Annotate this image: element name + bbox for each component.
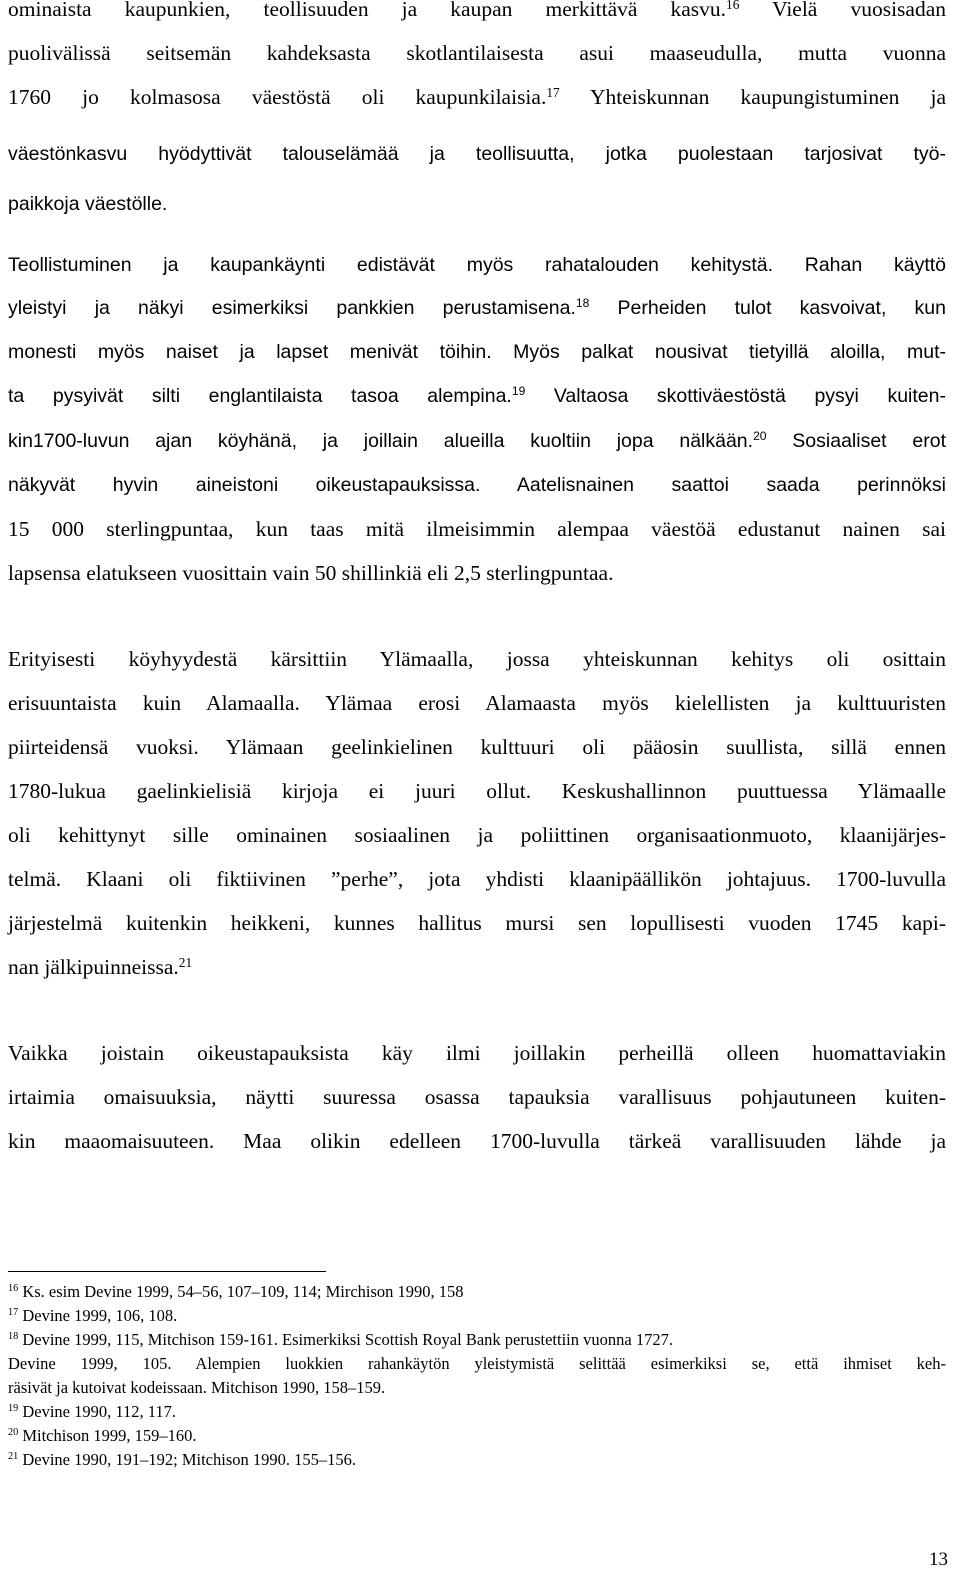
text-line: nan jälkipuinneissa.$^{21}$ [8,954,193,979]
footnote-number: 18 [8,1331,19,1343]
text-line: monesti myös naiset ja lapset menivät töihin. Myös palkat nousivat tietyillä aloilla, mut- [8,341,946,363]
text-line: piirteidensä vuoksi. Ylämaan geelinkielinen kulttuuri oli pääosin suullista, sillä ennen [8,735,946,759]
footnote-ref: 17 [546,84,560,100]
footnote: $^{17}$ Devine 1999, 106, 108. [8,1306,178,1325]
text-line: väestönkasvu hyödyttivät talouselämää ja teollisuutta, jotka puolestaan tarjosivat työ- [8,143,946,165]
footnote-number: 19 [8,1403,19,1415]
text-line: 1760 jo kolmasosa väestöstä oli kaupunkilaisia.$^{17}$ Yhteiskunnan kaupungistuminen ja [8,84,946,109]
text-line: järjestelmä kuitenkin heikkeni, kunnes hallitus mursi sen lopullisesti vuoden 1745 kapi- [8,911,946,935]
footnote: $^{16}$ Ks. esim Devine 1999, 54–56, 107–109, 114; Mirchison 1990, 158 [8,1282,464,1301]
footnote-ref: 19 [511,384,526,399]
footnote-number: 16 [8,1283,19,1295]
footnote-continuation: Devine 1999, 105. Alempien luokkien rahankäytön yleistymistä selittää esimerkiksi se, että ihmiset keh- [8,1354,946,1373]
text-line: ominaista kaupunkien, teollisuuden ja kaupan merkittävä kasvu.$^{16}$ Vielä vuosisadan [8,0,946,23]
footnote: $^{20}$ Mitchison 1999, 159–160. [8,1426,197,1445]
text-line: paikkoja väestölle. [8,193,168,215]
footnote: $^{18}$ Devine 1999, 115, Mitchison 159-161. Esimerkiksi Scottish Royal Bank perustettiin vuonna 1727. [8,1330,673,1349]
text-line: yleistyi ja näkyi esimerkiksi pankkien perustamisena.$^{18}$ Perheiden tulot kasvoivat, kun [8,296,946,319]
text-line: erisuuntaista kuin Alamaalla. Ylämaa erosi Alamaasta myös kielellisten ja kulttuuristen [8,691,946,715]
footnote: $^{21}$ Devine 1990, 191–192; Mitchison 1990. 155–156. [8,1450,356,1469]
text-line: 15 000 sterlingpuntaa, kun taas mitä ilmeisimmin alempaa väestöä edustanut nainen sai [8,517,946,541]
page-number: 13 [929,1549,948,1570]
footnote-number: 21 [8,1451,19,1463]
footnote-ref: 18 [575,296,590,311]
footnote-ref: 21 [178,954,193,970]
text-line: kin1700-luvun ajan köyhänä, ja joillain alueilla kuoltiin jopa nälkään.$^{20}$ Sosiaaliset erot [8,429,946,452]
footnote-continuation: räsivät ja kutoivat kodeissaan. Mitchison 1990, 158–159. [8,1378,386,1397]
text-line: 1780-lukua gaelinkielisiä kirjoja ei juuri ollut. Keskushallinnon puuttuessa Ylämaalle [8,779,946,803]
footnote-ref: 20 [753,429,767,444]
text-line: oli kehittynyt sille ominainen sosiaalinen ja poliittinen organisaationmuoto, klaanijärjes- [8,823,946,847]
footnote: $^{19}$ Devine 1990, 112, 117. [8,1402,177,1421]
footnote-ref: 16 [726,0,740,12]
text-line: Erityisesti köyhyydestä kärsittiin Ylämaalla, jossa yhteiskunnan kehitys oli osittain [8,647,946,671]
footnote-separator [8,1271,326,1272]
text-line: ta pysyivät silti englantilaista tasoa alempina.$^{19}$ Valtaosa skottiväestöstä pysyi kuiten- [8,384,946,407]
text-line: kin maaomaisuuteen. Maa olikin edelleen 1700-luvulla tärkeä varallisuuden lähde ja [8,1129,946,1153]
text-line: irtaimia omaisuuksia, näytti suuressa osassa tapauksia varallisuus pohjautuneen kuiten- [8,1085,946,1109]
text-line: puolivälissä seitsemän kahdeksasta skotlantilaisesta asui maaseudulla, mutta vuonna [8,41,946,65]
text-line: Vaikka joistain oikeustapauksista käy ilmi joillakin perheillä olleen huomattaviakin [8,1041,946,1065]
text-line: lapsensa elatukseen vuosittain vain 50 shillinkiä eli 2,5 sterlingpuntaa. [8,561,614,585]
text-line: Teollistuminen ja kaupankäynti edistävät myös rahatalouden kehitystä. Rahan käyttö [8,254,946,276]
footnote-number: 17 [8,1307,19,1319]
footnote-number: 20 [8,1427,19,1439]
text-line: näkyvät hyvin aineistoni oikeustapauksissa. Aatelisnainen saattoi saada perinnöksi [8,474,946,496]
text-line: telmä. Klaani oli fiktiivinen ”perhe”, jota yhdisti klaanipäällikön johtajuus. 1700-luvulla [8,867,946,891]
